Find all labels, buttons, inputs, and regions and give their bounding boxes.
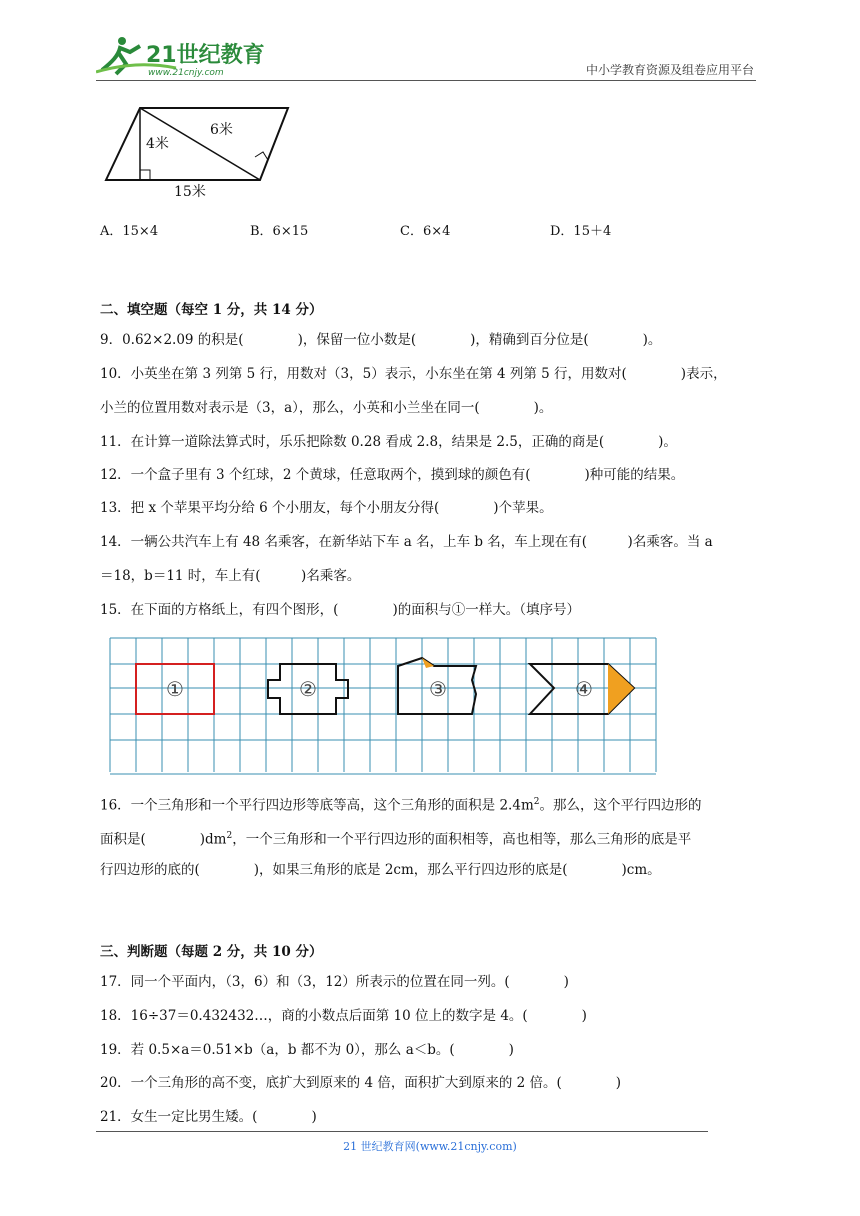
platform-name: 中小学教育资源及组卷应用平台 [585,63,754,77]
question-14-line2: ＝18，b＝11 时，车上有( )名乘客。 [100,568,361,584]
option-c: C．6×4 [400,224,451,239]
grid-paper-figure [108,636,664,780]
question-20: 20．一个三角形的高不变，底扩大到原来的 4 倍，面积扩大到原来的 2 倍。( ) [100,1075,622,1091]
question-18: 18．16÷37＝0.432432…，商的小数点后面第 10 位上的数字是 4。( ) [100,1008,587,1024]
question-16-line2: 面积是( )$dm^2$，一个三角形和一个平行四边形的面积相等，高也相等，那么三角形的底是平 [100,831,692,848]
question-11: 11．在计算一道除法算式时，乐乐把除数 0.28 看成 2.8，结果是 2.5，正确的商是( )。 [100,434,677,450]
question-12: 12．一个盒子里有 3 个红球，2 个黄球，任意取两个，摸到球的颜色有( )种可能的结果。 [100,467,685,483]
grid-lines [110,638,656,774]
question-10-line1: 10．小英坐在第 3 列第 5 行，用数对（3，5）表示，小东坐在第 4 列第 5 行，用数对( )表示， [100,366,727,382]
option-b: B．6×15 [250,224,309,239]
q8-options [100,220,720,239]
logo-text: 21世纪教育 [146,43,265,68]
height-label: 4米 [146,136,169,152]
label-1: ① [166,677,184,701]
label-3: ③ [429,677,447,701]
question-16-line3: 行四边形的底的( )，如果三角形的底是 2cm，那么平行四边形的底是( )cm。 [100,862,661,878]
question-9: 9．0.62×2.09 的积是( )，保留一位小数是( )，精确到百分位是( )。 [100,332,662,348]
footer-divider [96,1131,708,1132]
question-16-line1: 16．一个三角形和一个平行四边形等底等高，这个三角形的面积是 $2.4m^2$。那么，这个平行四边形的 [100,797,702,814]
question-13: 13．把 x 个苹果平均分给 6 个小朋友，每个小朋友分得( )个苹果。 [100,500,553,516]
logo-subtext: www.21cnjy.com [148,68,224,78]
label-4: ④ [575,677,593,701]
option-d: D．15＋4 [550,224,612,239]
question-14-line1: 14．一辆公共汽车上有 48 名乘客，在新华站下车 a 名，上车 b 名，车上现在有( )名乘客。当 a [100,534,713,550]
question-19: 19．若 0.5×a＝0.51×b（a，b 都不为 0），那么 a＜b。( ) [100,1042,514,1058]
question-21: 21．女生一定比男生矮。( ) [100,1109,317,1125]
label-2: ② [299,677,317,701]
parallelogram-figure [100,100,300,204]
base-label: 15米 [174,184,206,200]
header-divider [96,80,756,81]
question-15: 15．在下面的方格纸上，有四个图形，( )的面积与①一样大。（填序号） [100,602,580,618]
footer-link[interactable]: 21 世纪教育网(www.21cnjy.com) [343,1140,517,1153]
site-logo [96,32,266,78]
question-10-line2: 小兰的位置用数对表示是（3，a），那么，小英和小兰坐在同一( )。 [100,400,553,416]
section-3-title: 三、判断题（每题 2 分，共 10 分） [100,944,323,960]
question-17: 17．同一个平面内，（3，6）和（3，12）所表示的位置在同一列。( ) [100,974,569,990]
option-a: A．15×4 [100,224,159,239]
section-2-title: 二、填空题（每空 1 分，共 14 分） [100,302,323,318]
diagonal-label: 6米 [210,122,233,138]
shape-3-orange-part [422,658,434,668]
